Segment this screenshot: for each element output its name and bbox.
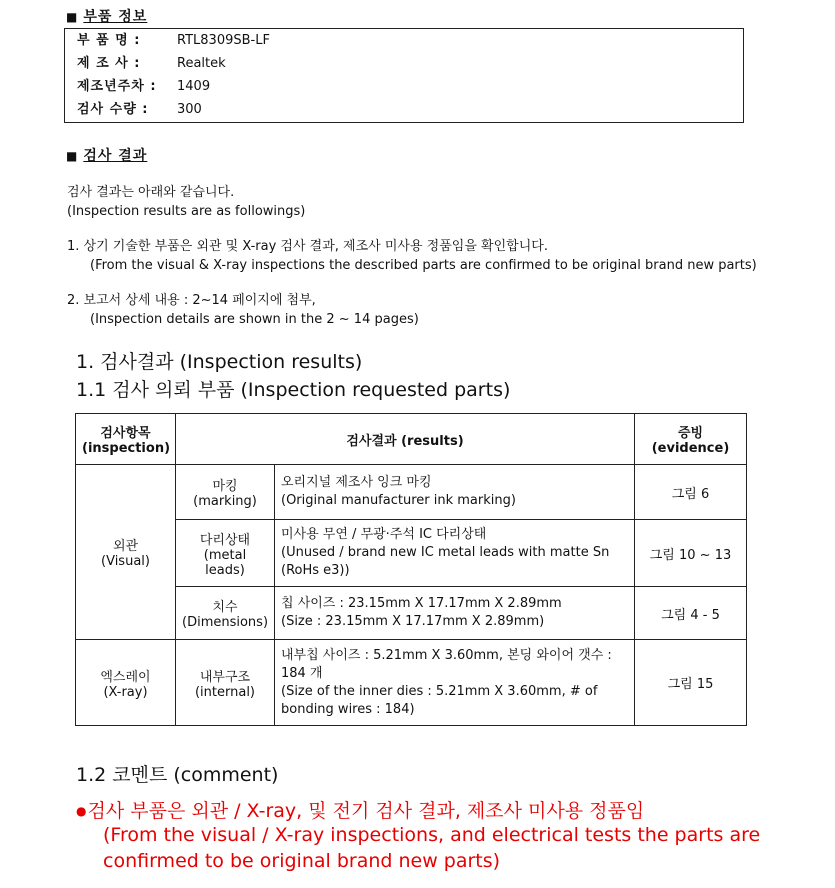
comment-en-line2: confirmed to be original brand new parts) <box>103 850 501 872</box>
intro-en: (Inspection results are as followings) <box>67 204 306 219</box>
result-cell: 미사용 무연 / 무광·주석 IC 다리상태 (Unused / brand new IC metal leads with matte Sn (RoHs e3)) <box>275 520 635 587</box>
table-row <box>76 465 747 520</box>
inspection-table <box>75 413 747 726</box>
evidence-cell: 그림 4 - 5 <box>635 587 747 640</box>
table-row <box>76 520 747 587</box>
table-row <box>76 640 747 726</box>
part-info-box <box>64 28 744 123</box>
header-inspection: 검사항목 (inspection) <box>76 414 176 465</box>
item2-en: (Inspection details are shown in the 2 ~ 14 pages) <box>90 312 419 327</box>
manufacturer-label: 제 조 사 : <box>77 56 141 71</box>
header-results: 검사결과 (results) <box>176 414 635 465</box>
inspection-result-heading: ■ 검사 결과 <box>66 148 148 164</box>
quantity-value: 300 <box>177 102 202 117</box>
manufacturer-value: Realtek <box>177 56 226 71</box>
date-code-value: 1409 <box>177 79 211 94</box>
part-info-heading: ■ 부품 정보 <box>66 9 148 25</box>
evidence-cell: 그림 6 <box>635 465 747 520</box>
date-code-label: 제조년주차 : <box>77 79 157 94</box>
square-bullet-icon: ■ <box>66 149 79 163</box>
sub-item-cell: 치수 (Dimensions) <box>176 587 275 640</box>
comment-en-line1: (From the visual / X-ray inspections, and electrical tests the parts are <box>103 824 761 846</box>
comment-kr: ●검사 부품은 외관 / X-ray, 및 전기 검사 결과, 제조사 미사용 정품임 <box>76 800 645 822</box>
part-name-label: 부 품 명 : <box>77 33 141 48</box>
result-cell: 오리지널 제조사 잉크 마킹 (Original manufacturer ink marking) <box>275 465 635 520</box>
table-row <box>76 587 747 640</box>
sub-item-cell: 내부구조 (internal) <box>176 640 275 726</box>
quantity-label: 검사 수량 : <box>77 102 149 117</box>
sub-item-cell: 마킹 (marking) <box>176 465 275 520</box>
header-evidence: 증빙 (evidence) <box>635 414 747 465</box>
evidence-cell: 그림 10 ~ 13 <box>635 520 747 587</box>
square-bullet-icon: ■ <box>66 10 79 24</box>
result-cell: 내부칩 사이즈 : 5.21mm X 3.60mm, 본딩 와이어 갯수 : 184 개 (Size of the inner dies : 5.21mm X 3.60mm, # of bonding wires : 184) <box>275 640 635 726</box>
group-visual: 외관 (Visual) <box>76 465 176 640</box>
group-xray: 엑스레이 (X-ray) <box>76 640 176 726</box>
table-header-row <box>76 414 747 465</box>
result-cell: 칩 사이즈 : 23.15mm X 17.17mm X 2.89mm (Size : 23.15mm X 17.17mm X 2.89mm) <box>275 587 635 640</box>
bullet-icon: ● <box>76 804 87 818</box>
section-1-2-title: 1.2 코멘트 (comment) <box>76 764 279 786</box>
sub-item-cell: 다리상태 (metal leads) <box>176 520 275 587</box>
item1-kr: 1. 상기 기술한 부품은 외관 및 X-ray 검사 결과, 제조사 미사용 정품임을 확인합니다. <box>67 239 548 254</box>
evidence-cell: 그림 15 <box>635 640 747 726</box>
section-1-1-title: 1.1 검사 의뢰 부품 (Inspection requested parts) <box>76 379 511 401</box>
intro-kr: 검사 결과는 아래와 같습니다. <box>67 185 235 200</box>
section-1-title: 1. 검사결과 (Inspection results) <box>76 351 363 373</box>
item1-en: (From the visual & X-ray inspections the described parts are confirmed to be original brand new parts) <box>90 258 757 273</box>
part-name-value: RTL8309SB-LF <box>177 33 270 48</box>
item2-kr: 2. 보고서 상세 내용 : 2~14 페이지에 첨부, <box>67 293 316 308</box>
